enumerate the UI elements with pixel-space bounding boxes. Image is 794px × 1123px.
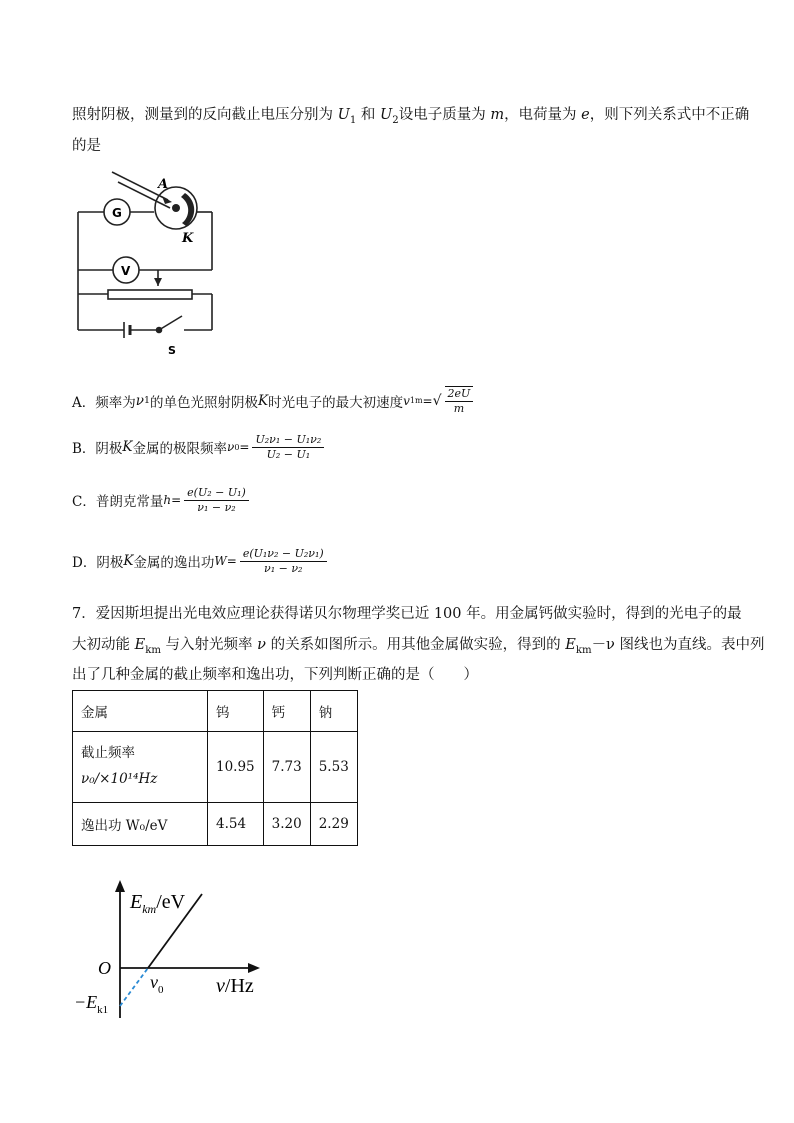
intro-line-1 [72, 103, 749, 126]
nu-symbol: ν [257, 637, 266, 653]
option-d-text: D．阴极 [72, 555, 124, 572]
sqrt-icon: √ [432, 392, 442, 409]
label-k: K [182, 231, 194, 246]
graph-dashed-line [120, 968, 148, 1006]
v1m-symbol: v [403, 393, 410, 408]
u1-symbol: U [337, 107, 350, 123]
table-row-label [73, 732, 208, 803]
option-c[interactable] [72, 486, 252, 515]
table-cell: 3.20 [263, 803, 310, 846]
equals: = [226, 554, 237, 569]
galvanometer-label: G [112, 206, 122, 220]
q7-line-3: 出了几种金属的截止频率和逸出功，下列判断正确的是（ ） [72, 667, 478, 683]
switch-label: S [168, 344, 176, 357]
table-header-sodium: 钠 [310, 691, 357, 732]
q7-line-1: 7．爱因斯坦提出光电效应理论获得诺贝尔物理学奖已近 100 年。用金属钙做实验时，得到的光电子的最 [72, 606, 742, 622]
option-d-text-2: 金属的逸出功 [133, 555, 215, 572]
w-symbol: W [214, 554, 227, 569]
table-cell: 5.53 [310, 732, 357, 803]
u2-subscript: 2 [392, 114, 399, 126]
option-a-text: A．频率为 [72, 394, 136, 411]
origin-label: O [98, 958, 111, 978]
table-row [73, 803, 358, 846]
intro-text-4: ，则下列关系式中不正确 [589, 107, 750, 123]
option-b[interactable] [72, 433, 327, 462]
q7-text-3: 的关系如图所示。用其他金属做实验，得到的 [266, 637, 566, 653]
v1m-sub: 1m [409, 396, 423, 406]
intro-text-3: ，电荷量为 [504, 107, 582, 123]
mass-symbol: m [490, 107, 505, 123]
option-b-text-2: 金属的极限频率 [132, 441, 228, 458]
q7-line-2 [72, 633, 765, 656]
equals: = [422, 393, 433, 408]
table-header-row [73, 691, 358, 732]
table-header-tungsten: 钨 [208, 691, 264, 732]
intro-text: 照射阴极，测量到的反向截止电压分别为 [72, 107, 338, 123]
intro-line-2: 的是 [72, 138, 101, 154]
ekm-sub: km [145, 644, 161, 656]
x-axis-label: ν/Hz [216, 975, 254, 997]
option-b-text: B．阴极 [72, 441, 123, 458]
table-cell: 4.54 [208, 803, 264, 846]
neg-ek1-label: $-E_{k1}$ [74, 992, 109, 1016]
ekm2-symbol: E [565, 637, 576, 653]
circuit-diagram [72, 168, 222, 358]
option-b-fraction [252, 433, 324, 462]
option-b-denominator: U₂ − U₁ [266, 447, 311, 461]
option-c-text: C．普朗克常量 [72, 494, 164, 511]
ekm2-sub: km [575, 644, 592, 656]
option-d-fraction [240, 547, 327, 576]
option-c-fraction [184, 486, 249, 515]
ekm-symbol: E [134, 637, 146, 653]
option-c-numerator: e(U₂ − U₁) [184, 486, 249, 501]
nu0-symbol: ν [227, 440, 235, 455]
and-text: 和 [356, 107, 381, 123]
option-a-text-3: 时光电子的最大初速度 [268, 394, 404, 411]
equals: = [239, 440, 250, 455]
table-cell: 10.95 [208, 732, 264, 803]
y-axis-label: $E_{km}/eV$ [130, 891, 186, 916]
u1-subscript: 1 [349, 114, 357, 126]
q7-text-2: 与入射光频率 [160, 637, 258, 653]
cutoff-frequency-unit: ν₀/×10¹⁴Hz [81, 771, 158, 787]
table-cell: 7.73 [263, 732, 310, 803]
option-d-numerator: e(U₁ν₂ − U₂ν₁) [240, 547, 327, 562]
table-cell: 2.29 [310, 803, 357, 846]
nu1-sub: 1 [143, 395, 150, 407]
option-a-fraction [445, 386, 474, 416]
nu0-label: $\nu_0$ [150, 972, 164, 996]
cutoff-frequency-label: 截止频率 [81, 745, 135, 762]
option-c-denominator: ν₁ − ν₂ [197, 500, 236, 514]
table-header-calcium: 钙 [263, 691, 310, 732]
work-function-label: 逸出功 W₀/eV [73, 803, 208, 846]
charge-symbol: e [581, 107, 590, 123]
option-b-k: K [122, 439, 133, 456]
option-a-numerator: 2eU [445, 387, 474, 402]
option-a-denominator: m [453, 401, 465, 415]
option-a-text-2: 的单色光照射阴极 [149, 394, 258, 411]
option-d-k: K [123, 553, 134, 570]
option-d[interactable] [72, 547, 330, 576]
nu0-sub: 0 [234, 442, 240, 452]
table-row [73, 732, 358, 803]
nu1-symbol: ν [135, 392, 144, 409]
table-header-metal: 金属 [73, 691, 208, 732]
equals: = [171, 493, 182, 508]
intro-text-2: 设电子质量为 [398, 107, 491, 123]
option-d-denominator: ν₁ − ν₂ [264, 561, 303, 575]
metals-table [72, 690, 358, 846]
option-a-k: K [257, 392, 269, 409]
q7-text: 大初动能 [72, 637, 135, 653]
voltmeter-label: V [121, 264, 131, 278]
u2-symbol: U [380, 107, 393, 123]
label-a: A [158, 177, 169, 192]
option-a[interactable] [72, 386, 476, 416]
option-b-numerator: U₂ν₁ − U₁ν₂ [252, 433, 324, 448]
ekm-nu-graph [72, 878, 272, 1023]
q7-text-4: －ν 图线也为直线。表中列 [591, 637, 765, 653]
h-symbol: h [163, 493, 172, 508]
